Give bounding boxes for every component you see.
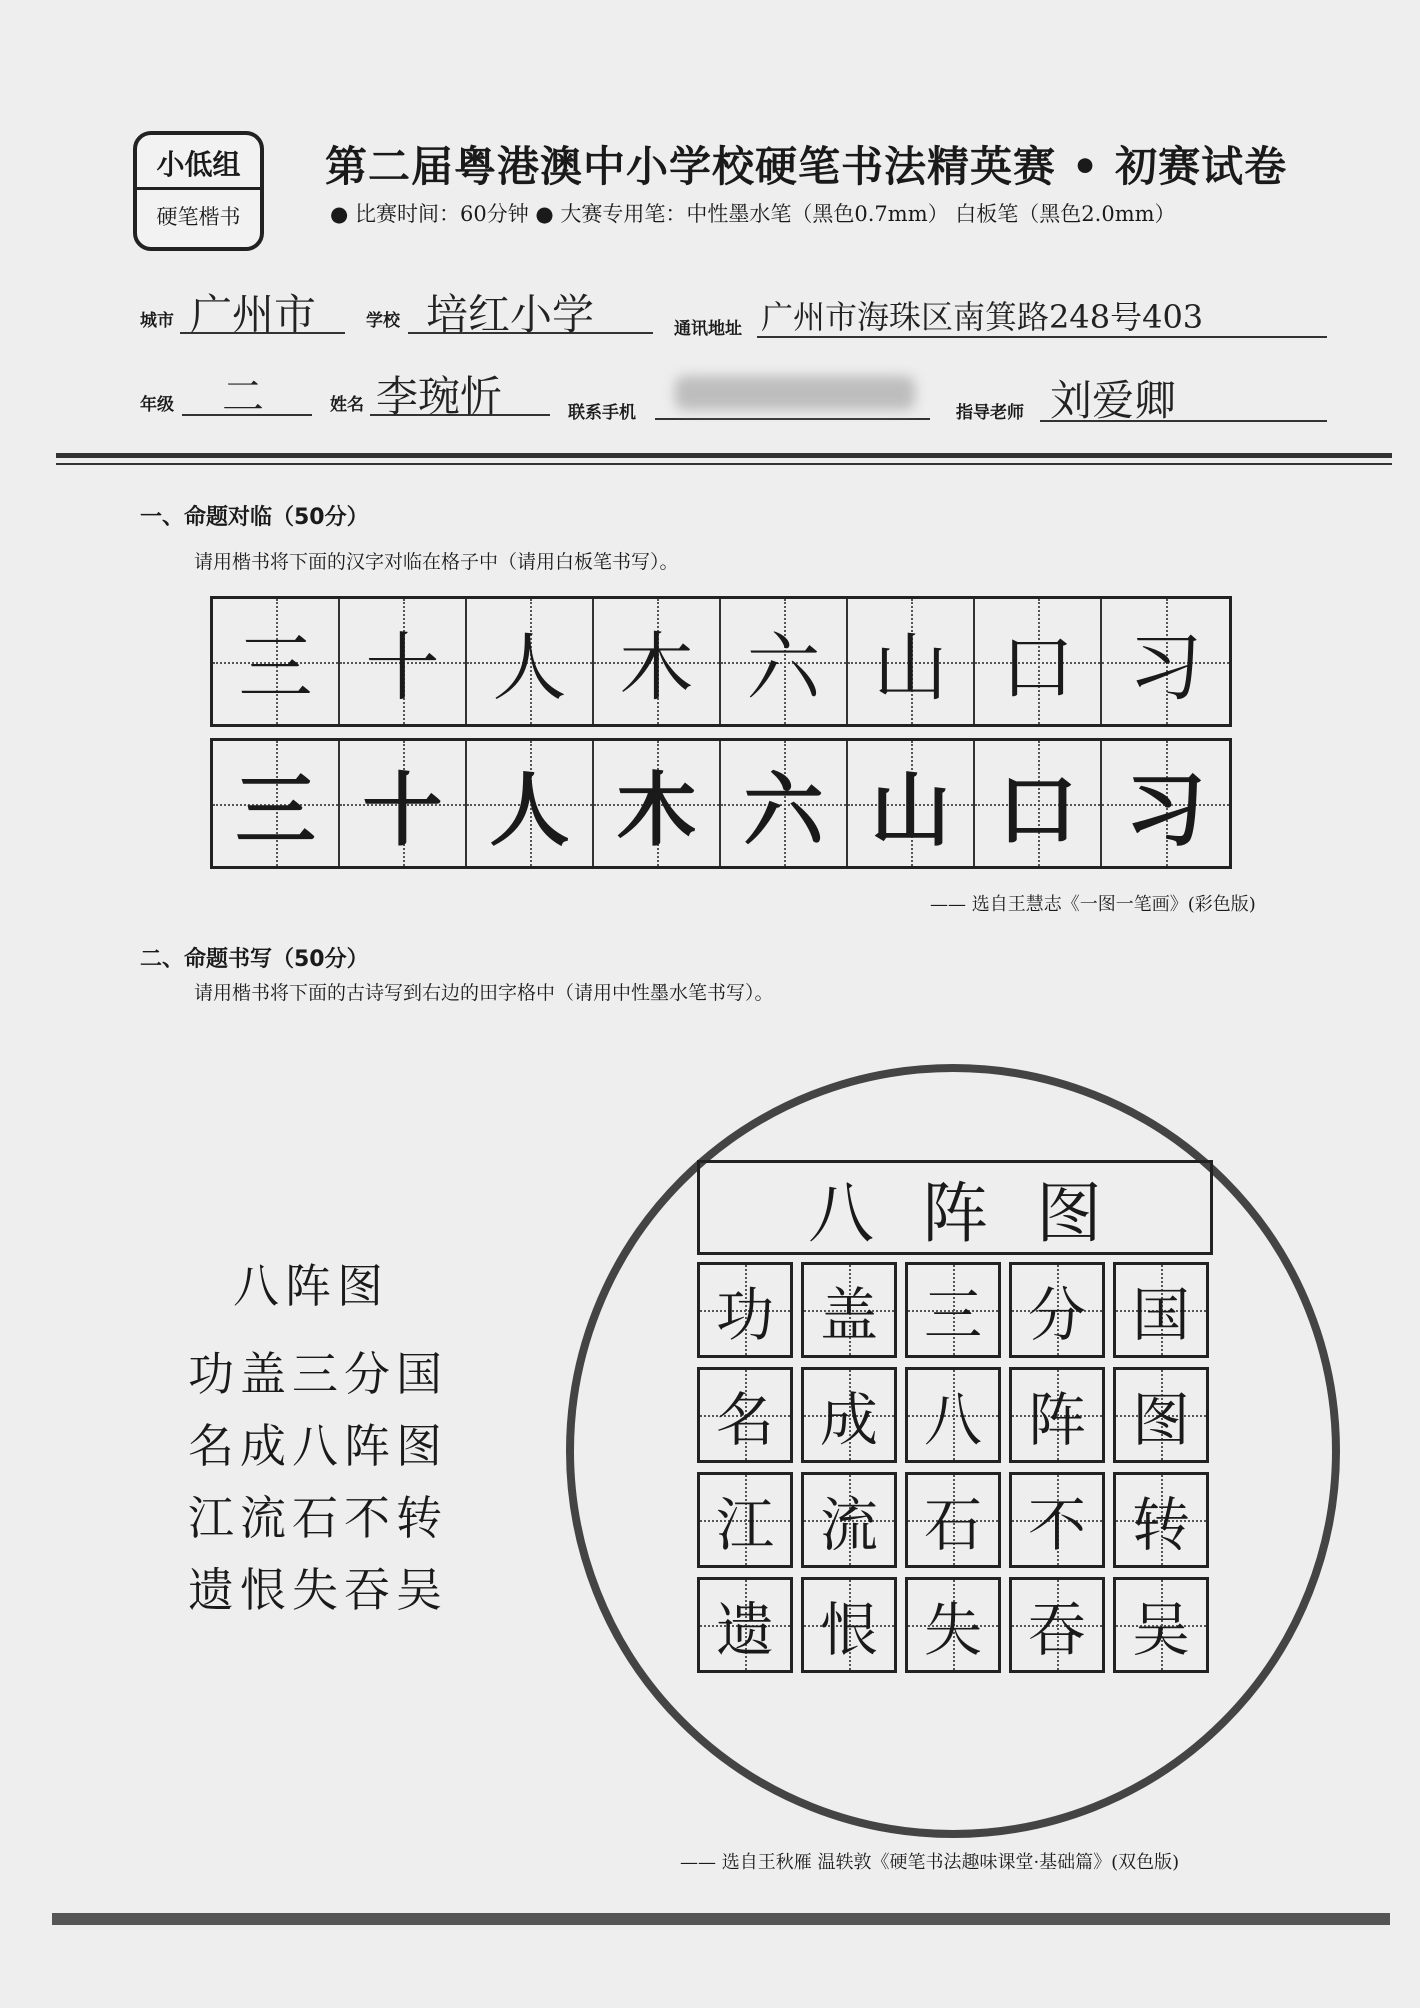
school-field[interactable] bbox=[408, 282, 653, 339]
phone-label: 联系手机 bbox=[568, 403, 636, 423]
school-label: 学校 bbox=[366, 311, 400, 331]
model-cell: 六 bbox=[721, 599, 848, 724]
grid-row bbox=[697, 1472, 1209, 1568]
copy-cell[interactable]: 口 bbox=[975, 741, 1102, 866]
grid-cell[interactable]: 功 bbox=[697, 1262, 793, 1358]
grid-cell[interactable]: 三 bbox=[905, 1262, 1001, 1358]
tianzige-grid bbox=[697, 1262, 1209, 1682]
name-field[interactable] bbox=[370, 366, 550, 421]
address-field[interactable] bbox=[757, 286, 1327, 338]
phone-redacted bbox=[675, 376, 915, 410]
poem-line: 名成八阵图 bbox=[188, 1419, 448, 1473]
copy-cell[interactable]: 三 bbox=[213, 741, 340, 866]
section1-credit: —— 选自王慧志《一图一笔画》(彩色版) bbox=[930, 894, 1256, 915]
name-value: 李琬忻 bbox=[376, 372, 503, 421]
city-value: 广州市 bbox=[190, 290, 317, 339]
model-cell: 木 bbox=[594, 599, 721, 724]
section2-heading: 二、命题书写（50分） bbox=[140, 947, 369, 972]
badge-group: 小低组 bbox=[156, 148, 241, 181]
badge-divider bbox=[137, 187, 260, 190]
copy-cell[interactable]: 木 bbox=[594, 741, 721, 866]
grid-cell[interactable]: 恨 bbox=[801, 1577, 897, 1673]
model-cell: 人 bbox=[467, 599, 594, 724]
grid-cell[interactable]: 吴 bbox=[1113, 1577, 1209, 1673]
footer-divider bbox=[52, 1913, 1390, 1925]
written-title-char: 阵 bbox=[922, 1175, 988, 1252]
grid-cell[interactable]: 遗 bbox=[697, 1577, 793, 1673]
grade-field[interactable] bbox=[182, 366, 312, 421]
poem-line: 江流石不转 bbox=[188, 1491, 448, 1545]
copy-character-row[interactable] bbox=[210, 738, 1232, 869]
grid-cell[interactable]: 分 bbox=[1009, 1262, 1105, 1358]
model-cell: 山 bbox=[848, 599, 975, 724]
poem-line: 功盖三分国 bbox=[188, 1347, 448, 1401]
written-title-box[interactable] bbox=[697, 1160, 1213, 1255]
model-character-row bbox=[210, 596, 1232, 727]
copy-cell[interactable]: 习 bbox=[1102, 741, 1229, 866]
grade-label: 年级 bbox=[140, 395, 174, 415]
grid-cell[interactable]: 盖 bbox=[801, 1262, 897, 1358]
grid-cell[interactable]: 图 bbox=[1113, 1367, 1209, 1463]
grid-row bbox=[697, 1577, 1209, 1673]
grid-cell[interactable]: 吞 bbox=[1009, 1577, 1105, 1673]
page-title: 第二届粤港澳中小学校硬笔书法精英赛 • 初赛试卷 bbox=[325, 142, 1288, 191]
city-label: 城市 bbox=[140, 311, 174, 331]
name-label: 姓名 bbox=[330, 395, 364, 415]
school-value: 培红小学 bbox=[426, 290, 595, 339]
grid-cell[interactable]: 失 bbox=[905, 1577, 1001, 1673]
grid-cell[interactable]: 不 bbox=[1009, 1472, 1105, 1568]
section2-credit: —— 选自王秋雁 温轶敦《硬笔书法趣味课堂·基础篇》(双色版) bbox=[680, 1852, 1180, 1873]
grid-cell[interactable]: 转 bbox=[1113, 1472, 1209, 1568]
city-field[interactable] bbox=[180, 282, 345, 339]
poem-title: 八阵图 bbox=[233, 1259, 389, 1313]
category-badge bbox=[133, 131, 264, 251]
written-title-char: 八 bbox=[808, 1175, 874, 1252]
address-label: 通讯地址 bbox=[674, 319, 742, 339]
model-cell: 习 bbox=[1102, 599, 1229, 724]
copy-cell[interactable]: 六 bbox=[721, 741, 848, 866]
copy-cell[interactable]: 山 bbox=[848, 741, 975, 866]
page-subtitle: ● 比赛时间：60分钟 ● 大赛专用笔：中性墨水笔（黑色0.7mm） 白板笔（黑色2.0mm） bbox=[330, 202, 1176, 226]
phone-field[interactable] bbox=[655, 370, 930, 420]
grid-cell[interactable]: 石 bbox=[905, 1472, 1001, 1568]
grid-cell[interactable]: 江 bbox=[697, 1472, 793, 1568]
grid-cell[interactable]: 名 bbox=[697, 1367, 793, 1463]
section1-heading: 一、命题对临（50分） bbox=[140, 505, 369, 530]
grid-row bbox=[697, 1262, 1209, 1358]
grade-value: 二 bbox=[222, 372, 265, 421]
address-value: 广州市海珠区南箕路248号403 bbox=[761, 298, 1204, 336]
copy-cell[interactable]: 人 bbox=[467, 741, 594, 866]
grid-cell[interactable]: 国 bbox=[1113, 1262, 1209, 1358]
grid-row bbox=[697, 1367, 1209, 1463]
teacher-field[interactable] bbox=[1040, 370, 1327, 425]
model-cell: 十 bbox=[340, 599, 467, 724]
copy-cell[interactable]: 十 bbox=[340, 741, 467, 866]
grid-cell[interactable]: 阵 bbox=[1009, 1367, 1105, 1463]
written-title-char: 图 bbox=[1036, 1175, 1102, 1252]
teacher-label: 指导老师 bbox=[956, 403, 1024, 423]
section1-instruction: 请用楷书将下面的汉字对临在格子中（请用白板笔书写）。 bbox=[194, 551, 679, 573]
badge-style: 硬笔楷书 bbox=[156, 205, 241, 229]
grid-cell[interactable]: 成 bbox=[801, 1367, 897, 1463]
poem-line: 遗恨失吞吴 bbox=[188, 1563, 448, 1617]
section2-instruction: 请用楷书将下面的古诗写到右边的田字格中（请用中性墨水笔书写）。 bbox=[194, 982, 774, 1004]
header-divider-thin bbox=[56, 463, 1392, 465]
teacher-value: 刘爱卿 bbox=[1050, 376, 1177, 425]
grid-cell[interactable]: 流 bbox=[801, 1472, 897, 1568]
model-cell: 口 bbox=[975, 599, 1102, 724]
grid-cell[interactable]: 八 bbox=[905, 1367, 1001, 1463]
header-divider bbox=[56, 453, 1392, 458]
model-cell: 三 bbox=[213, 599, 340, 724]
